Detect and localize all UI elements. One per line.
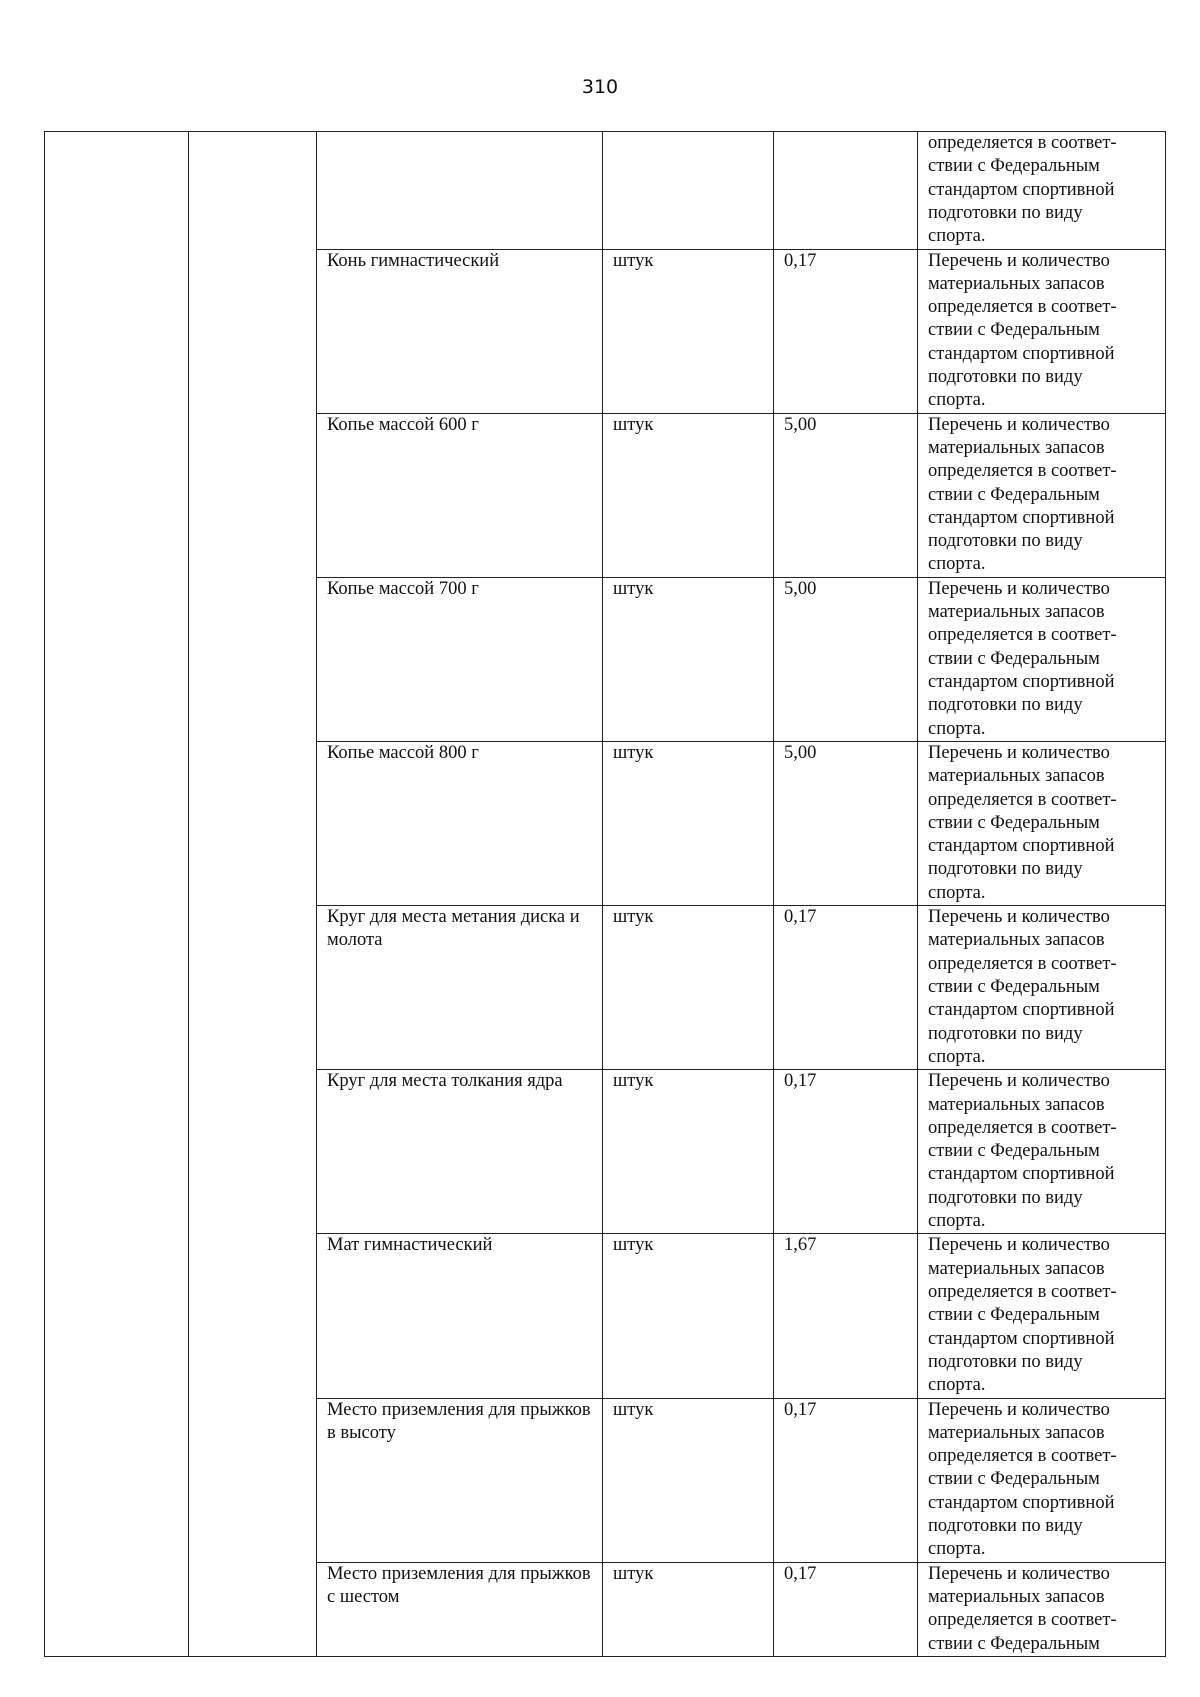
note-cell: Перечень и количество материальных запасов определяется в соответ- ствии с Федеральным стандартом спортивной подготовки по виду спорта. — [918, 413, 1166, 577]
note-cell: Перечень и количество материальных запасов определяется в соответ- ствии с Федеральным стандартом спортивной подготовки по виду спорта. — [918, 741, 1166, 905]
quantity-cell: 5,00 — [774, 413, 918, 577]
quantity-cell: 5,00 — [774, 741, 918, 905]
quantity-cell: 0,17 — [774, 1070, 918, 1234]
unit-cell: штук — [603, 249, 774, 413]
quantity-cell: 0,17 — [774, 249, 918, 413]
unit-cell: штук — [603, 1234, 774, 1398]
quantity-cell — [774, 132, 918, 250]
item-name-cell: Место приземления для прыжков с шестом — [317, 1562, 603, 1656]
item-name-cell — [317, 132, 603, 250]
note-cell: определяется в соответ- ствии с Федеральным стандартом спортивной подготовки по виду спорта. — [918, 132, 1166, 250]
note-cell: Перечень и количество материальных запасов определяется в соответ- ствии с Федеральным стандартом спортивной подготовки по виду спорта. — [918, 906, 1166, 1070]
item-name-cell: Копье массой 600 г — [317, 413, 603, 577]
unit-cell: штук — [603, 1398, 774, 1562]
unit-cell: штук — [603, 1070, 774, 1234]
unit-cell: штук — [603, 741, 774, 905]
item-name-cell: Конь гимнастический — [317, 249, 603, 413]
table-row — [45, 132, 1166, 250]
note-cell: Перечень и количество материальных запасов определяется в соответ- ствии с Федеральным стандартом спортивной подготовки по виду спорта. — [918, 1234, 1166, 1398]
page-number: 310 — [581, 76, 619, 98]
item-name-cell: Мат гимнастический — [317, 1234, 603, 1398]
item-name-cell: Копье массой 800 г — [317, 741, 603, 905]
unit-cell — [603, 132, 774, 250]
unit-cell: штук — [603, 413, 774, 577]
quantity-cell: 1,67 — [774, 1234, 918, 1398]
item-name-cell: Круг для места толкания ядра — [317, 1070, 603, 1234]
note-cell: Перечень и количество материальных запасов определяется в соответ- ствии с Федеральным — [918, 1562, 1166, 1656]
item-name-cell: Круг для места метания диска и молота — [317, 906, 603, 1070]
quantity-cell: 0,17 — [774, 906, 918, 1070]
materials-table — [44, 131, 1166, 1657]
unit-cell: штук — [603, 906, 774, 1070]
item-name-cell: Копье массой 700 г — [317, 577, 603, 741]
note-cell: Перечень и количество материальных запасов определяется в соответ- ствии с Федеральным стандартом спортивной подготовки по виду спорта. — [918, 1070, 1166, 1234]
unit-cell: штук — [603, 1562, 774, 1656]
quantity-cell: 0,17 — [774, 1398, 918, 1562]
item-name-cell: Место приземления для прыжков в высоту — [317, 1398, 603, 1562]
merged-cell-col1 — [45, 132, 189, 1657]
note-cell: Перечень и количество материальных запасов определяется в соответ- ствии с Федеральным стандартом спортивной подготовки по виду спорта. — [918, 249, 1166, 413]
merged-cell-col2 — [189, 132, 317, 1657]
unit-cell: штук — [603, 577, 774, 741]
note-cell: Перечень и количество материальных запасов определяется в соответ- ствии с Федеральным стандартом спортивной подготовки по виду спорта. — [918, 1398, 1166, 1562]
quantity-cell: 0,17 — [774, 1562, 918, 1656]
note-cell: Перечень и количество материальных запасов определяется в соответ- ствии с Федеральным стандартом спортивной подготовки по виду спорта. — [918, 577, 1166, 741]
quantity-cell: 5,00 — [774, 577, 918, 741]
